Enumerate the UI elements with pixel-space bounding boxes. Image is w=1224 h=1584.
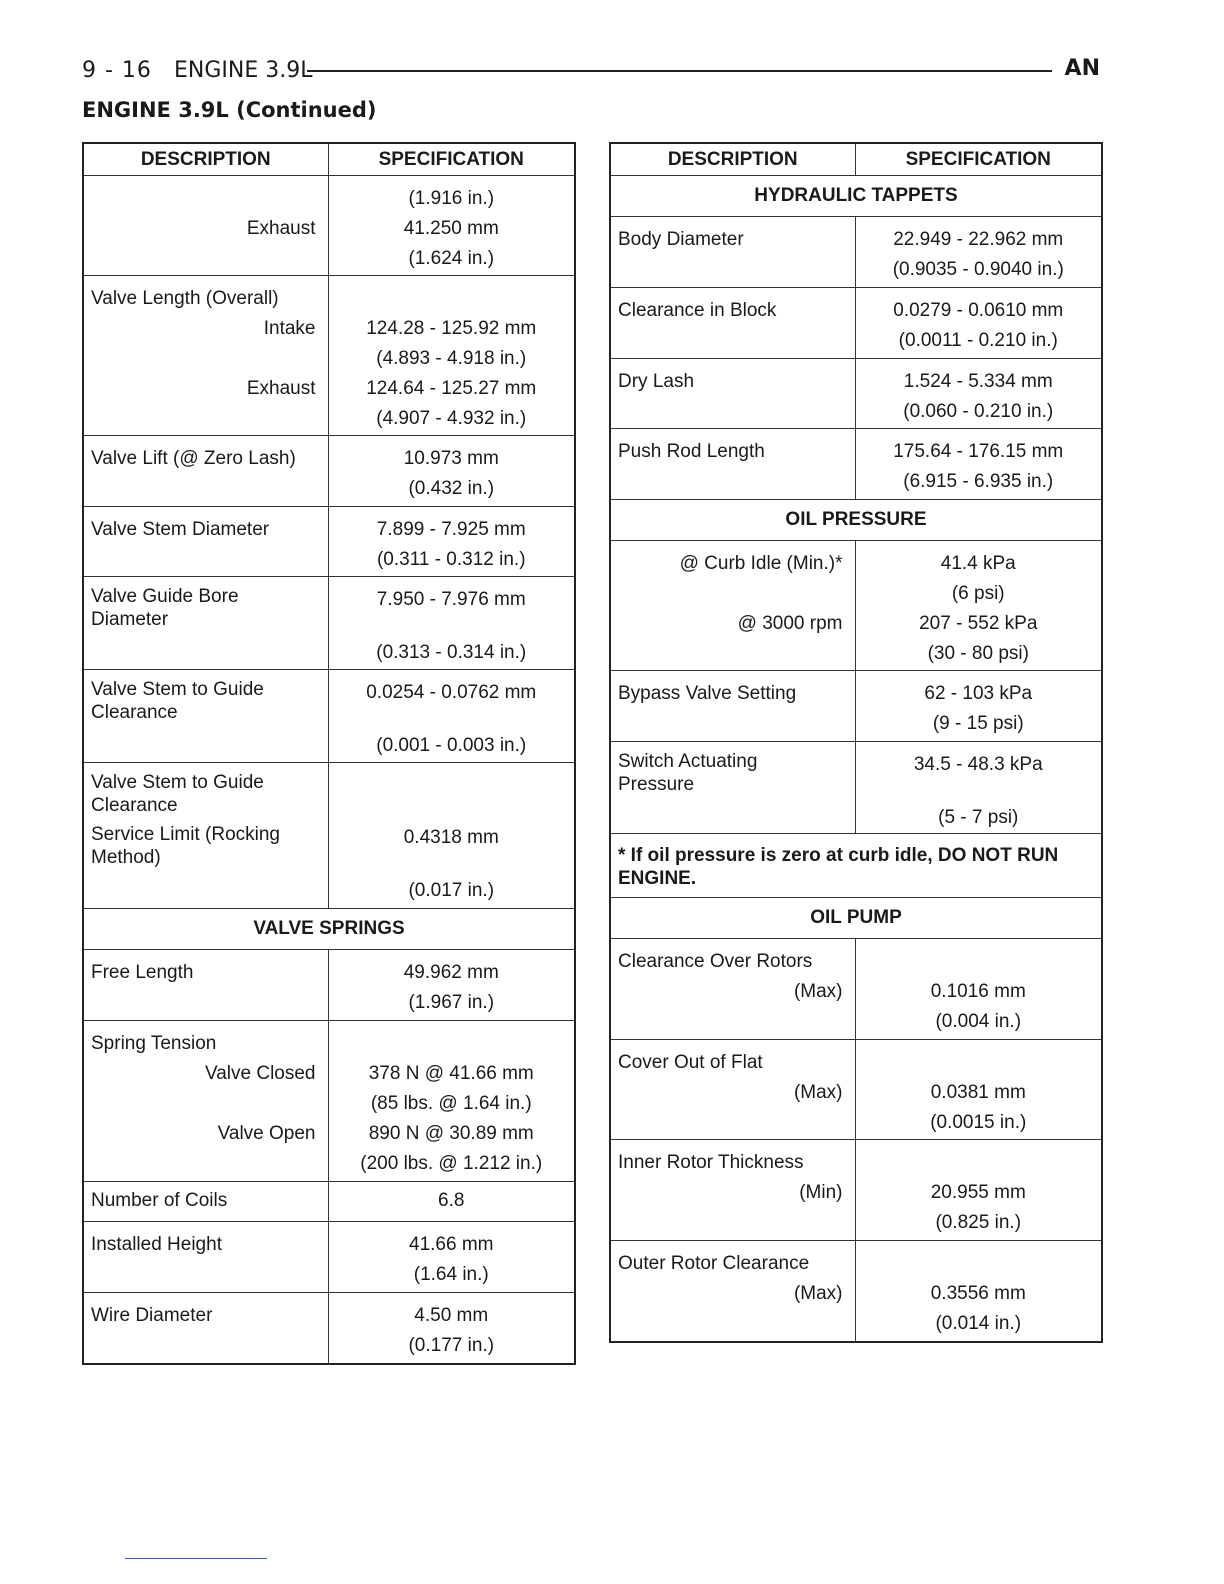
row-label: Valve Guide Bore [91, 586, 239, 607]
row-label: Valve Stem Diameter [91, 519, 270, 540]
spec-cell [328, 577, 575, 670]
spec-cell [328, 950, 575, 1021]
description-cell [610, 541, 855, 671]
description-cell [83, 577, 328, 670]
row-sublabel: (Max) [793, 1283, 843, 1304]
spec-cell [328, 276, 575, 436]
spec-value: 124.28 - 125.92 mm [366, 318, 537, 339]
group-header-row [83, 909, 575, 950]
description-cell [83, 1182, 328, 1222]
page-header [82, 56, 1100, 86]
description-cell [83, 176, 328, 276]
spec-value: 62 - 103 kPa [924, 683, 1033, 704]
spec-cell [328, 1222, 575, 1293]
spec-value: (30 - 80 psi) [927, 643, 1029, 664]
description-cell [610, 288, 855, 359]
table-row [610, 288, 1102, 359]
description-header: DESCRIPTION [83, 143, 328, 176]
header-code: AN [1064, 56, 1100, 81]
description-cell [610, 1140, 855, 1241]
spec-value: (1.624 in.) [408, 248, 495, 269]
right-spec-table [609, 142, 1103, 1343]
hydraulic-tappets-header: HYDRAULIC TAPPETS [610, 176, 1102, 217]
table-row [83, 1222, 575, 1293]
description-cell [83, 670, 328, 763]
description-cell [83, 763, 328, 909]
row-label: Body Diameter [618, 229, 744, 250]
spec-value: (6 psi) [951, 583, 1005, 604]
spec-value: (0.0011 - 0.210 in.) [898, 330, 1058, 351]
description-cell [83, 436, 328, 507]
spec-cell [328, 670, 575, 763]
spec-value: (0.0015 in.) [930, 1112, 1027, 1133]
description-cell [83, 1222, 328, 1293]
specification-header: SPECIFICATION [328, 143, 575, 176]
row-label: Method) [91, 847, 161, 868]
spec-cell [855, 1241, 1102, 1342]
row-label: Pressure [618, 774, 695, 795]
spec-value: (0.177 in.) [408, 1335, 495, 1356]
table-row [610, 359, 1102, 429]
row-sublabel: Valve Closed [204, 1063, 316, 1084]
spec-value: 4.50 mm [414, 1305, 489, 1326]
spec-value: 378 N @ 41.66 mm [368, 1063, 534, 1084]
spec-value: (5 - 7 psi) [938, 807, 1019, 828]
spec-value: (0.9035 - 0.9040 in.) [892, 259, 1064, 280]
spec-value: (0.017 in.) [408, 880, 495, 901]
spec-cell [855, 1040, 1102, 1140]
description-cell [610, 359, 855, 429]
spec-value: 34.5 - 48.3 kPa [913, 754, 1043, 775]
table-row [610, 541, 1102, 671]
row-label: Clearance [91, 702, 178, 723]
spec-value: (0.432 in.) [408, 478, 495, 499]
row-label: Switch Actuating [618, 751, 758, 772]
spec-cell [328, 507, 575, 577]
table-row [83, 1182, 575, 1222]
row-sublabel: (Max) [793, 1082, 843, 1103]
row-label: Clearance Over Rotors [618, 951, 813, 972]
table-row [83, 1021, 575, 1182]
table-row [610, 1140, 1102, 1241]
spec-value: 0.0381 mm [930, 1082, 1026, 1103]
row-label: Number of Coils [91, 1190, 228, 1211]
table-row [83, 950, 575, 1021]
description-cell [610, 429, 855, 500]
row-label: Wire Diameter [91, 1305, 213, 1326]
table-row [83, 577, 575, 670]
group-header-row [610, 898, 1102, 939]
spec-value: 175.64 - 176.15 mm [893, 441, 1064, 462]
spec-value: (4.893 - 4.918 in.) [376, 348, 527, 369]
table-row [83, 763, 575, 909]
spec-value: (0.004 in.) [935, 1011, 1022, 1032]
section-title: ENGINE 3.9L (Continued) [82, 98, 377, 122]
row-sublabel: Intake [263, 318, 316, 339]
page-number: 9 - 16 [82, 58, 152, 83]
row-sublabel: @ Curb Idle (Min.)* [679, 553, 843, 574]
table-row [610, 742, 1102, 834]
row-sublabel: Valve Open [217, 1123, 316, 1144]
spec-value: 49.962 mm [403, 962, 499, 983]
description-cell [610, 217, 855, 288]
left-spec-table [82, 142, 576, 1365]
spec-value: 41.250 mm [403, 218, 499, 239]
description-cell [83, 950, 328, 1021]
spec-cell [328, 763, 575, 909]
valve-springs-header: VALVE SPRINGS [83, 909, 575, 950]
spec-value: 124.64 - 125.27 mm [366, 378, 537, 399]
group-header-row [610, 176, 1102, 217]
description-cell [83, 507, 328, 577]
spec-value: (9 - 15 psi) [932, 713, 1024, 734]
table-row [610, 671, 1102, 742]
row-label: Cover Out of Flat [618, 1052, 763, 1073]
table-row [610, 217, 1102, 288]
row-label: Service Limit (Rocking [91, 824, 280, 845]
oil-pressure-header: OIL PRESSURE [610, 500, 1102, 541]
spec-cell [855, 217, 1102, 288]
spec-cell [855, 359, 1102, 429]
description-cell [610, 939, 855, 1040]
row-label: Exhaust [246, 218, 316, 239]
spec-cell [855, 1140, 1102, 1241]
header-title: ENGINE 3.9L [174, 58, 313, 83]
row-label: Clearance [91, 795, 178, 816]
row-label: Outer Rotor Clearance [618, 1253, 810, 1274]
spec-value: (1.967 in.) [408, 992, 495, 1013]
spec-value: (1.64 in.) [413, 1264, 489, 1285]
spec-cell [328, 1021, 575, 1182]
spec-value: 890 N @ 30.89 mm [368, 1123, 534, 1144]
spec-value: 22.949 - 22.962 mm [893, 229, 1064, 250]
spec-value: 10.973 mm [403, 448, 499, 469]
spec-value: 0.0279 - 0.0610 mm [893, 300, 1064, 321]
row-label: Dry Lash [618, 371, 695, 392]
row-label: Clearance in Block [618, 300, 777, 321]
table-row [83, 436, 575, 507]
spec-value: (1.916 in.) [408, 188, 495, 209]
oil-pump-header: OIL PUMP [610, 898, 1102, 939]
spec-value: (0.060 - 0.210 in.) [903, 401, 1054, 422]
bottom-rule [125, 1558, 267, 1559]
spec-cell [855, 429, 1102, 500]
table-row [610, 1040, 1102, 1140]
header-rule [307, 70, 1052, 72]
note-row [610, 834, 1102, 898]
description-cell [83, 1293, 328, 1364]
spec-cell [328, 1293, 575, 1364]
row-label: Valve Stem to Guide [91, 772, 264, 793]
row-label: Spring Tension [91, 1033, 217, 1054]
description-cell [83, 1021, 328, 1182]
table-header-row [83, 143, 575, 176]
row-label: Installed Height [91, 1234, 222, 1255]
spec-value: 7.950 - 7.976 mm [376, 589, 526, 610]
description-cell [610, 671, 855, 742]
spec-value: 0.0254 - 0.0762 mm [366, 682, 537, 703]
row-sublabel: (Min) [799, 1182, 843, 1203]
spec-cell [855, 742, 1102, 834]
table-row [83, 176, 575, 276]
spec-value: 41.4 kPa [940, 553, 1016, 574]
description-cell [610, 742, 855, 834]
row-sublabel: @ 3000 rpm [737, 613, 843, 634]
row-label: Valve Stem to Guide [91, 679, 264, 700]
spec-value: 41.66 mm [409, 1234, 494, 1255]
spec-value: (0.014 in.) [935, 1313, 1022, 1334]
spec-value: 207 - 552 kPa [919, 613, 1038, 634]
spec-cell [328, 176, 575, 276]
table-row [83, 670, 575, 763]
spec-value: (85 lbs. @ 1.64 in.) [370, 1093, 532, 1114]
spec-value: 20.955 mm [930, 1182, 1026, 1203]
description-cell [610, 1040, 855, 1140]
description-header: DESCRIPTION [610, 143, 855, 176]
spec-value: 0.1016 mm [930, 981, 1026, 1002]
spec-value: 0.3556 mm [930, 1283, 1026, 1304]
table-row [83, 507, 575, 577]
oil-pressure-note: * If oil pressure is zero at curb idle, DO NOT RUN ENGINE. [610, 834, 1102, 898]
spec-cell [855, 541, 1102, 671]
spec-value: (6.915 - 6.935 in.) [903, 471, 1054, 492]
row-label: Push Rod Length [618, 441, 765, 462]
spec-value: (0.311 - 0.312 in.) [376, 549, 526, 570]
spec-cell [328, 436, 575, 507]
spec-cell [328, 1182, 575, 1222]
spec-value: 6.8 [438, 1190, 465, 1211]
table-header-row [610, 143, 1102, 176]
row-label: Valve Length (Overall) [91, 288, 279, 309]
group-header-row [610, 500, 1102, 541]
spec-value: (0.001 - 0.003 in.) [376, 735, 527, 756]
table-row [610, 429, 1102, 500]
spec-value: (200 lbs. @ 1.212 in.) [360, 1153, 543, 1174]
spec-value: (0.313 - 0.314 in.) [376, 642, 527, 663]
row-label: Inner Rotor Thickness [618, 1152, 804, 1173]
row-label: Bypass Valve Setting [618, 683, 797, 704]
spec-value: (4.907 - 4.932 in.) [376, 408, 527, 429]
spec-value: 1.524 - 5.334 mm [903, 371, 1053, 392]
table-row [83, 1293, 575, 1364]
table-row [610, 1241, 1102, 1342]
row-label: Diameter [91, 609, 169, 630]
row-sublabel: (Max) [793, 981, 843, 1002]
spec-value: 0.4318 mm [403, 827, 499, 848]
row-label: Valve Lift (@ Zero Lash) [91, 448, 296, 469]
spec-value: (0.825 in.) [935, 1212, 1022, 1233]
table-row [83, 276, 575, 436]
spec-cell [855, 939, 1102, 1040]
specification-header: SPECIFICATION [855, 143, 1102, 176]
spec-cell [855, 671, 1102, 742]
description-cell [83, 276, 328, 436]
row-sublabel: Exhaust [246, 378, 316, 399]
table-row [610, 939, 1102, 1040]
spec-cell [855, 288, 1102, 359]
description-cell [610, 1241, 855, 1342]
spec-value: 7.899 - 7.925 mm [376, 519, 526, 540]
row-label: Free Length [91, 962, 194, 983]
